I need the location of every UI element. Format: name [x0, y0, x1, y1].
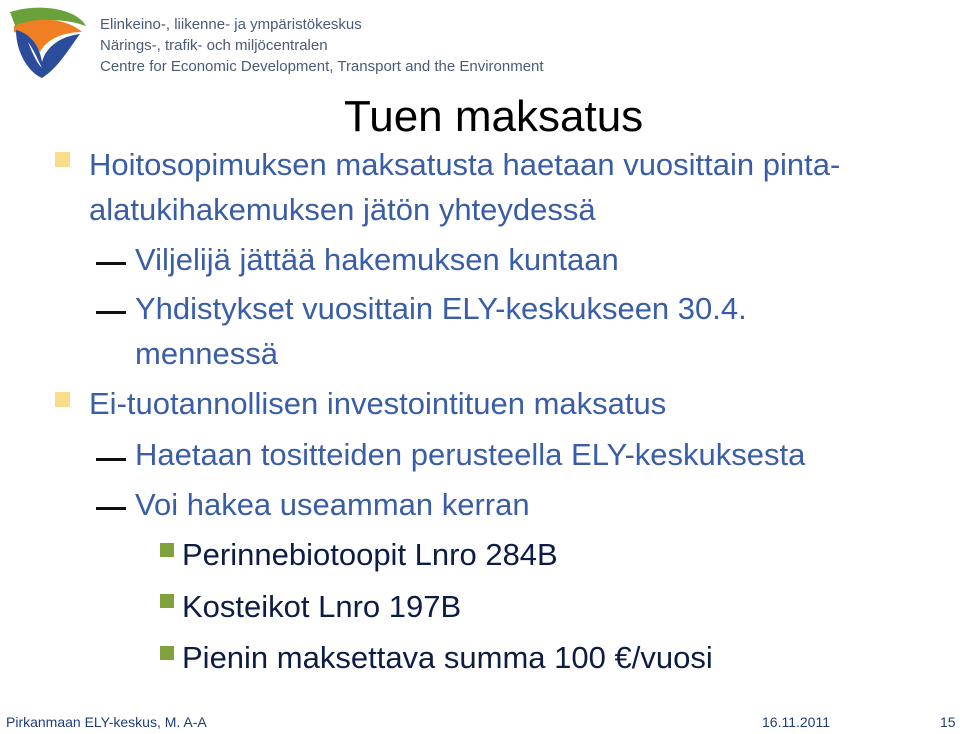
footer-page-number: 15 — [940, 714, 956, 730]
dash-bullet-icon — [96, 311, 126, 314]
bullet-payment-application: Hoitosopimuksen maksatusta haetaan vuosittain pinta- — [89, 147, 841, 182]
footer-date: 16.11.2011 — [762, 714, 830, 730]
dash-bullet-icon — [96, 507, 126, 510]
bullet-investment-payment: Ei-tuotannollisen investointituen maksatus — [89, 386, 667, 421]
bullet-payment-application-cont: alatukihakemuksen jätön yhteydessä — [89, 192, 596, 227]
list-item-kosteikot: Kosteikot Lnro 197B — [182, 589, 462, 624]
org-name-english: Centre for Economic Development, Transport and the Environment — [100, 58, 544, 75]
bullet-square-icon — [55, 152, 70, 167]
footer-author: Pirkanmaan ELY-keskus, M. A-A — [6, 714, 207, 730]
dash-bullet-icon — [96, 458, 126, 461]
dash-bullet-icon — [96, 262, 126, 265]
bullet-square-green-icon — [160, 594, 174, 608]
list-item-perinnebiotoopit: Perinnebiotoopit Lnro 284B — [182, 537, 558, 572]
bullet-square-green-icon — [160, 646, 174, 660]
ely-logo-icon — [2, 2, 88, 84]
org-name-finnish: Elinkeino-, liikenne- ja ympäristökeskus — [100, 16, 362, 33]
org-name-swedish: Närings-, trafik- och miljöcentralen — [100, 37, 328, 54]
organization-name — [100, 14, 544, 77]
slide-title: Tuen maksatus — [344, 92, 644, 141]
sub-bullet-farmer: Viljelijä jättää hakemuksen kuntaan — [135, 242, 619, 277]
sub-bullet-multiple-times: Voi hakea useamman kerran — [135, 487, 530, 522]
sub-bullet-receipts: Haetaan tositteiden perusteella ELY-keskuksesta — [135, 437, 806, 472]
list-item-minimum-sum: Pienin maksettava summa 100 €/vuosi — [182, 640, 713, 675]
bullet-square-icon — [55, 392, 70, 407]
sub-bullet-associations: Yhdistykset vuosittain ELY-keskukseen 30.4. — [135, 291, 747, 326]
sub-bullet-associations-cont: mennessä — [135, 336, 279, 371]
bullet-square-green-icon — [160, 543, 174, 557]
